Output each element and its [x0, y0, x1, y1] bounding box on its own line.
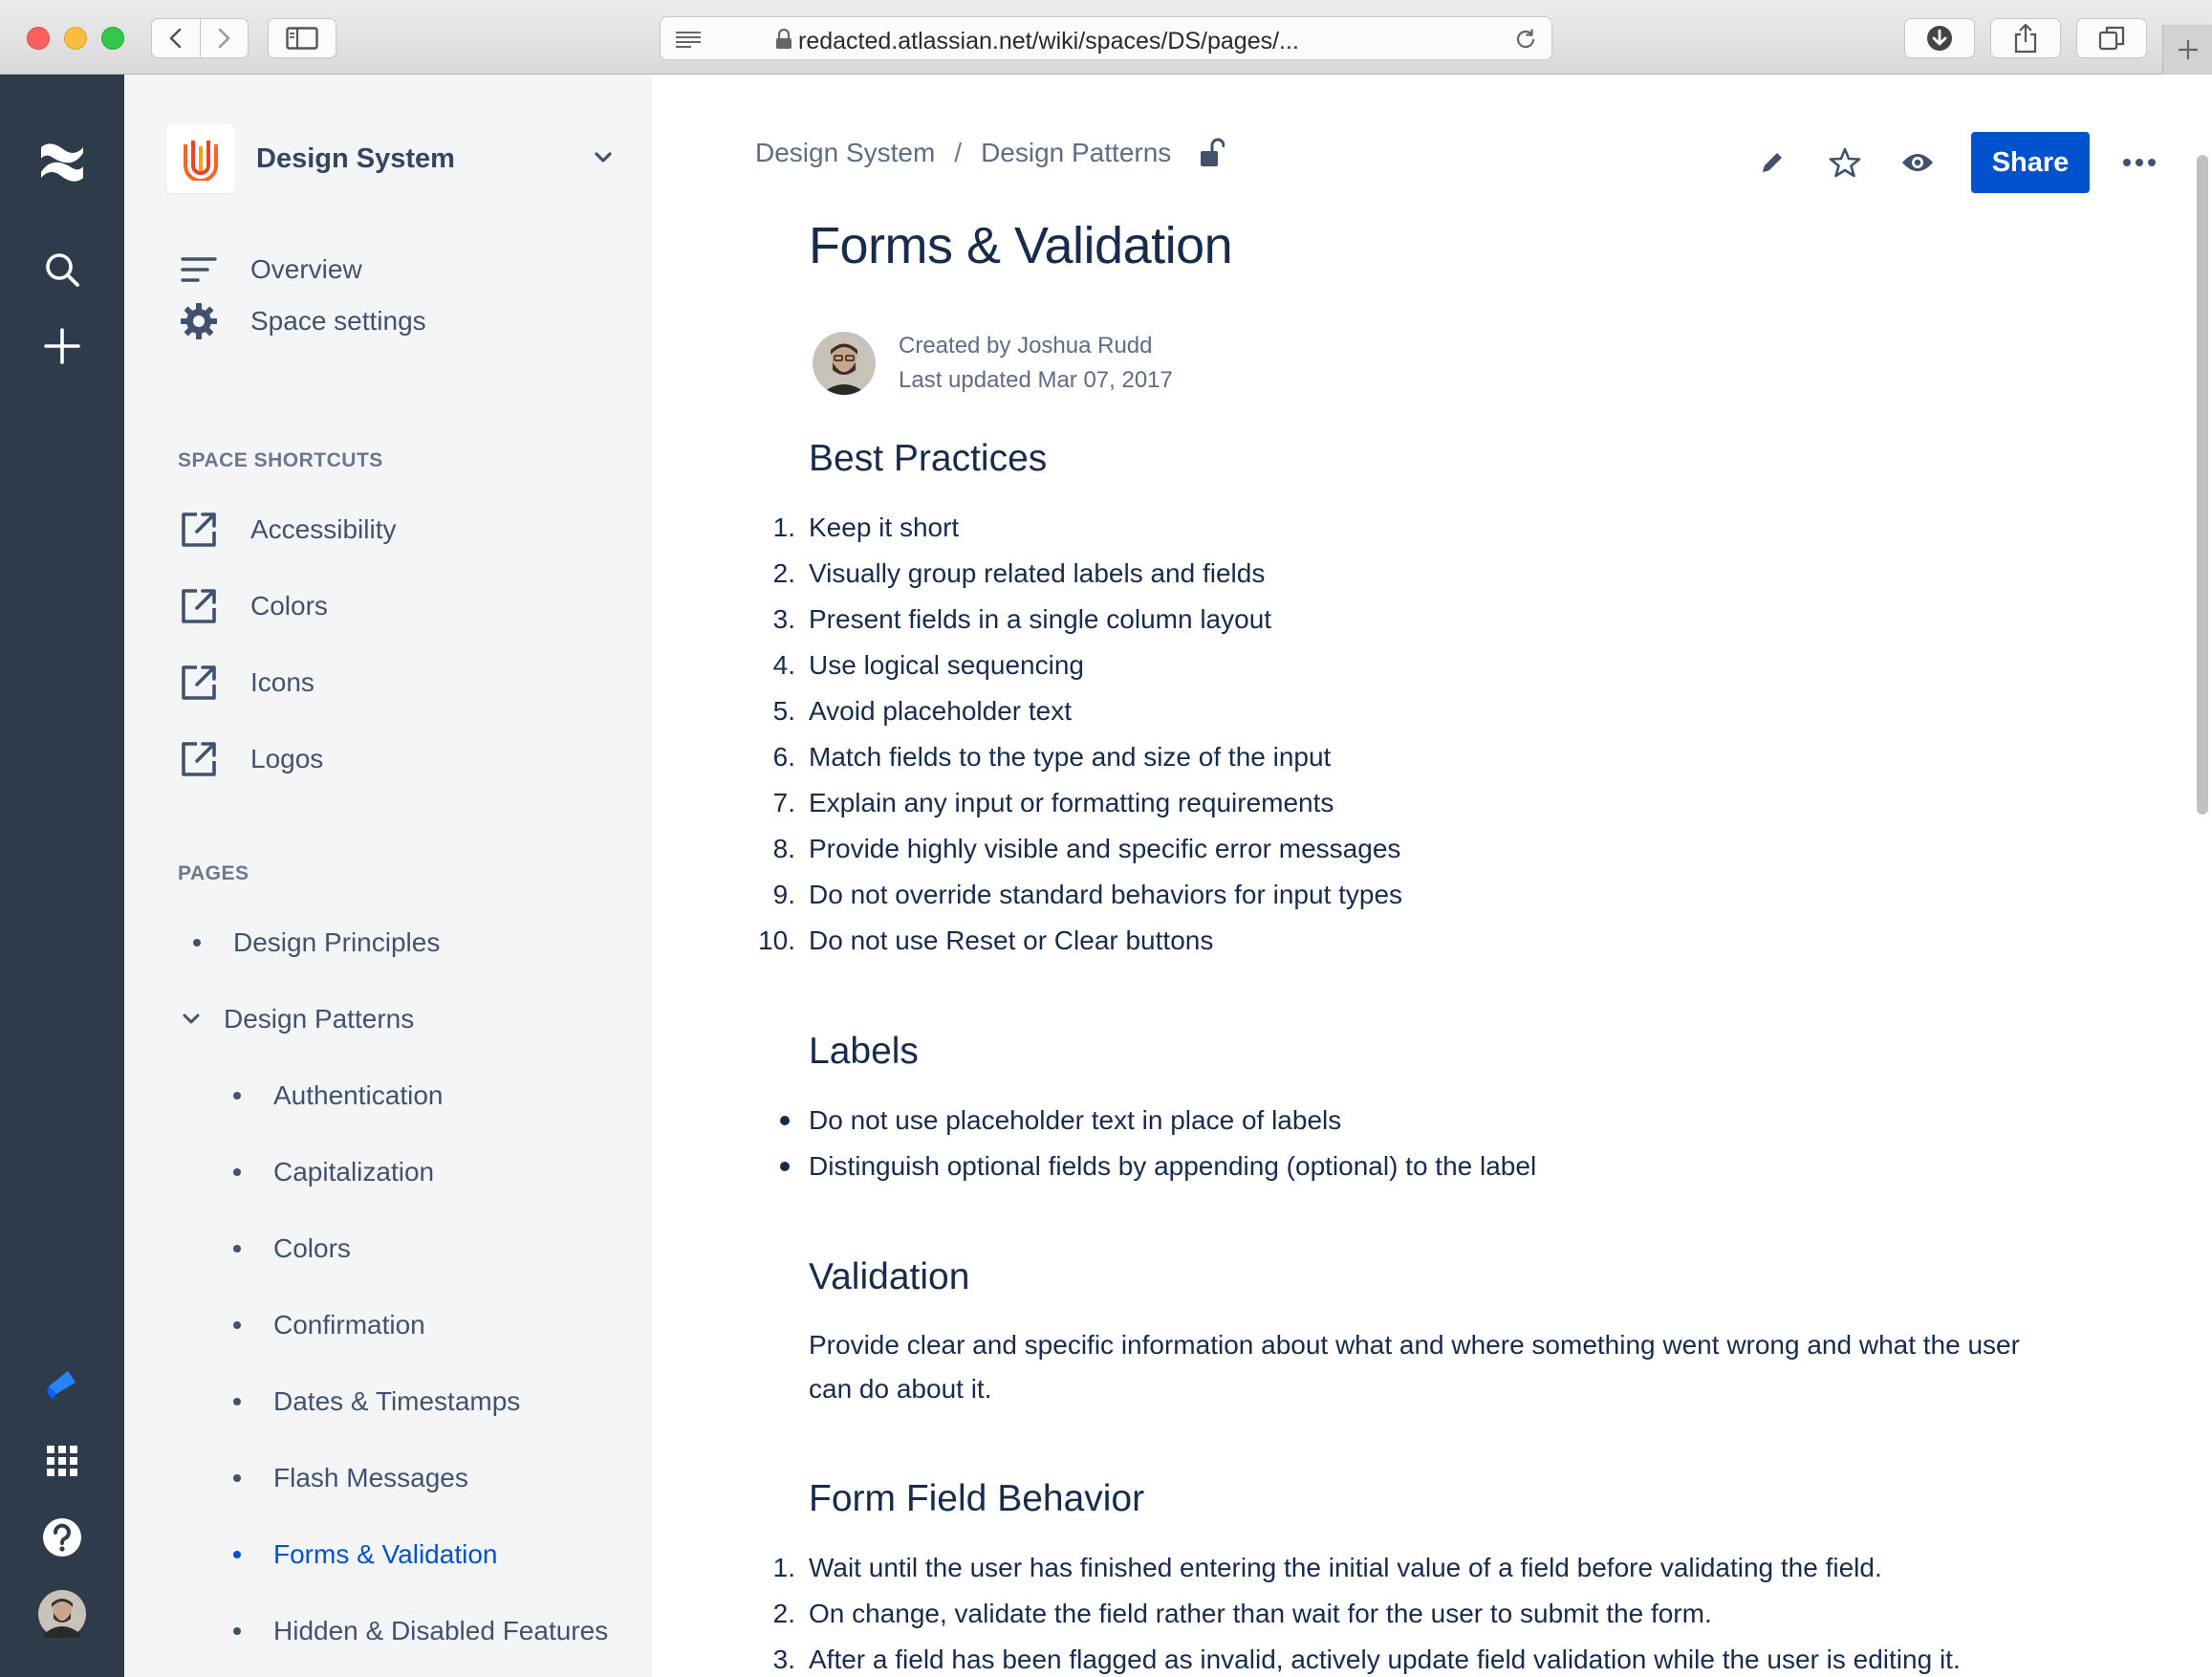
zoom-window-button[interactable]	[101, 27, 124, 50]
space-name: Design System	[256, 142, 455, 174]
unlock-icon	[1200, 138, 1225, 168]
sidebar-toggle-button[interactable]	[268, 18, 336, 58]
back-button[interactable]	[152, 19, 201, 57]
megaphone-icon	[43, 1365, 81, 1404]
list-item: 3. After a field has been flagged as invalid, actively update field validation while the user is editing it.	[772, 1644, 1961, 1674]
star-icon	[1829, 146, 1861, 179]
page-tree-label: Design Principles	[233, 927, 441, 957]
page-tree-item[interactable]	[233, 1298, 425, 1352]
shortcut-label: Colors	[250, 591, 328, 621]
bullet	[233, 1168, 241, 1176]
list-item: Distinguish optional fields by appending (optional) to the label	[732, 1143, 1536, 1189]
page-title: Forms & Validation	[809, 217, 1233, 274]
page-tree-label: Flash Messages	[273, 1463, 468, 1492]
bullet	[233, 1474, 241, 1482]
bullet	[233, 1627, 241, 1635]
plus-icon	[43, 327, 81, 365]
page-tree-label: Dates & Timestamps	[273, 1386, 521, 1416]
scrollbar-thumb[interactable]	[2197, 155, 2208, 815]
breadcrumb	[755, 138, 1225, 168]
shortcut-colors[interactable]	[178, 577, 328, 635]
last-updated: Last updated Mar 07, 2017	[899, 367, 1173, 393]
page-tree-item[interactable]	[233, 1451, 468, 1505]
more-icon	[2122, 158, 2157, 167]
page-tree-item[interactable]	[233, 1222, 351, 1275]
bullet	[233, 1092, 241, 1100]
page-tree-label: Hidden & Disabled Features	[273, 1616, 609, 1645]
shortcut-label: Logos	[250, 744, 324, 773]
bullet	[233, 1321, 241, 1329]
overview-icon	[181, 256, 217, 283]
sidebar-item-space-settings[interactable]	[178, 293, 426, 350]
page-tree-item[interactable]	[233, 1375, 520, 1428]
page-tree-label: Authentication	[273, 1080, 444, 1110]
star-button[interactable]	[1816, 134, 1874, 191]
app-switcher-icon	[46, 1445, 78, 1477]
list-item: 10. Do not use Reset or Clear buttons	[758, 926, 1214, 955]
space-switcher[interactable]	[166, 124, 616, 193]
space-logo-icon	[182, 137, 220, 181]
page-tree-item[interactable]	[233, 1604, 608, 1658]
list-item: 2. Visually group related labels and fields	[772, 558, 1266, 588]
more-actions-button[interactable]	[2105, 134, 2174, 191]
notifications-button[interactable]	[0, 1356, 124, 1413]
section-heading-validation: Validation	[809, 1256, 970, 1297]
list-item: 7. Explain any input or formatting requirements	[772, 788, 1334, 817]
page-tree-label: Confirmation	[273, 1310, 425, 1339]
space-shortcuts-heading: SPACE SHORTCUTS	[178, 449, 383, 471]
best-practices-list	[732, 505, 1402, 964]
list-item: 1. Keep it short	[772, 512, 960, 542]
page-tree-label: Capitalization	[273, 1157, 435, 1187]
breadcrumb-separator: /	[954, 138, 963, 167]
list-item: 3. Present fields in a single column layout	[772, 604, 1272, 634]
help-button[interactable]	[0, 1509, 124, 1566]
shortcut-label: Accessibility	[250, 514, 397, 544]
shortcut-label: Icons	[250, 667, 314, 697]
restrictions-button[interactable]	[1200, 138, 1225, 168]
list-item: 1. Wait until the user has finished entering the initial value of a field before validating the field.	[772, 1553, 1882, 1582]
chevron-right-icon	[214, 27, 233, 50]
reader-view-icon[interactable]	[674, 30, 703, 49]
author-avatar[interactable]	[813, 332, 876, 395]
list-item: 8. Provide highly visible and specific error messages	[772, 834, 1401, 863]
share-button[interactable]: Share	[1971, 132, 2090, 193]
app-switcher-button[interactable]	[0, 1432, 124, 1490]
search-icon	[43, 250, 81, 289]
sidebar-icon	[286, 27, 318, 50]
share-icon	[2013, 23, 2038, 54]
page-tree-label: Colors	[273, 1233, 351, 1263]
list-item: 6. Match fields to the type and size of the input	[772, 742, 1332, 772]
create-button[interactable]	[0, 317, 124, 375]
chevron-down-icon[interactable]	[591, 145, 616, 170]
section-heading-labels: Labels	[809, 1031, 919, 1072]
reload-icon[interactable]	[1513, 27, 1538, 52]
bullet	[233, 1245, 241, 1252]
eye-icon	[1900, 150, 1935, 175]
confluence-home-button[interactable]	[0, 134, 124, 191]
page-tree-label: Forms & Validation	[273, 1539, 498, 1569]
labels-list	[732, 1098, 1536, 1189]
external-link-icon	[180, 587, 218, 625]
shortcut-accessibility[interactable]	[178, 501, 396, 558]
gear-icon	[180, 302, 218, 340]
validation-paragraph: Provide clear and specific information about what and where something went wrong and what the user can do about it.	[809, 1330, 2020, 1404]
form-field-behavior-list	[732, 1545, 1961, 1677]
forward-button[interactable]	[201, 19, 249, 57]
bullet	[233, 1398, 241, 1405]
url-text: redacted.atlassian.net/wiki/spaces/DS/pages/...	[798, 28, 1299, 54]
tabs-icon	[2098, 25, 2125, 52]
list-item: 2. On change, validate the field rather than wait for the user to submit the form.	[772, 1599, 1712, 1628]
section-heading-best-practices: Best Practices	[809, 438, 1048, 479]
page-byline	[813, 329, 1173, 398]
list-item: Do not use placeholder text in place of labels	[732, 1098, 1536, 1143]
download-icon	[1925, 24, 1954, 53]
lock-icon	[775, 29, 792, 50]
address-bar[interactable]	[660, 16, 1552, 60]
space-logo	[166, 124, 235, 193]
shortcut-logos[interactable]	[178, 730, 323, 788]
list-item: 9. Do not override standard behaviors for input types	[772, 880, 1403, 909]
page-tree-item[interactable]	[187, 916, 440, 969]
profile-avatar	[38, 1590, 86, 1638]
plus-icon	[2177, 38, 2200, 61]
chevron-left-icon	[166, 27, 185, 50]
confluence-logo-icon	[38, 140, 86, 185]
external-link-icon	[180, 664, 218, 702]
shortcut-icons[interactable]	[178, 654, 314, 711]
close-window-button[interactable]	[27, 27, 50, 50]
page-tree-label: Design Patterns	[224, 1004, 415, 1034]
global-navigation	[0, 75, 124, 1677]
watch-button[interactable]	[1889, 134, 1946, 191]
sidebar-item-label: Space settings	[250, 306, 426, 336]
page-tree-item[interactable]	[233, 1145, 434, 1199]
sidebar-item-label: Overview	[250, 254, 362, 284]
page-tree-item[interactable]	[233, 1069, 443, 1122]
breadcrumb-parent-link[interactable]: Design Patterns	[981, 138, 1172, 167]
page-tree-item-current[interactable]	[233, 1528, 497, 1581]
bullet	[233, 1551, 241, 1558]
downloads-button[interactable]	[1904, 18, 1975, 58]
tab-overview-button[interactable]	[2076, 18, 2147, 58]
chevron-down-icon[interactable]	[180, 1008, 203, 1031]
page-tree-item[interactable]	[180, 992, 414, 1046]
search-button[interactable]	[0, 241, 124, 298]
minimize-window-button[interactable]	[64, 27, 87, 50]
author-avatar-image	[813, 332, 876, 395]
help-icon	[41, 1516, 83, 1558]
bullet	[193, 939, 201, 947]
browser-toolbar	[0, 0, 2212, 75]
profile-button[interactable]	[0, 1585, 124, 1643]
list-item: 5. Avoid placeholder text	[772, 696, 1072, 726]
space-sidebar	[124, 75, 652, 1677]
list-item: 4. Use logical sequencing	[772, 650, 1084, 680]
edit-button[interactable]	[1744, 134, 1801, 191]
external-link-icon	[180, 740, 218, 778]
share-sheet-button[interactable]	[1990, 18, 2061, 58]
created-by: Created by Joshua Rudd	[899, 333, 1153, 359]
breadcrumb-space-link[interactable]: Design System	[755, 138, 936, 167]
new-tab-button[interactable]	[2162, 25, 2212, 75]
external-link-icon	[180, 511, 218, 549]
section-heading-form-field-behavior: Form Field Behavior	[809, 1478, 1145, 1519]
sidebar-item-overview[interactable]	[178, 241, 362, 298]
pages-heading: PAGES	[178, 862, 249, 884]
page-content	[652, 75, 2212, 1677]
history-navigation	[151, 18, 249, 58]
pencil-icon	[1759, 149, 1786, 176]
page-actions	[1728, 132, 2212, 193]
